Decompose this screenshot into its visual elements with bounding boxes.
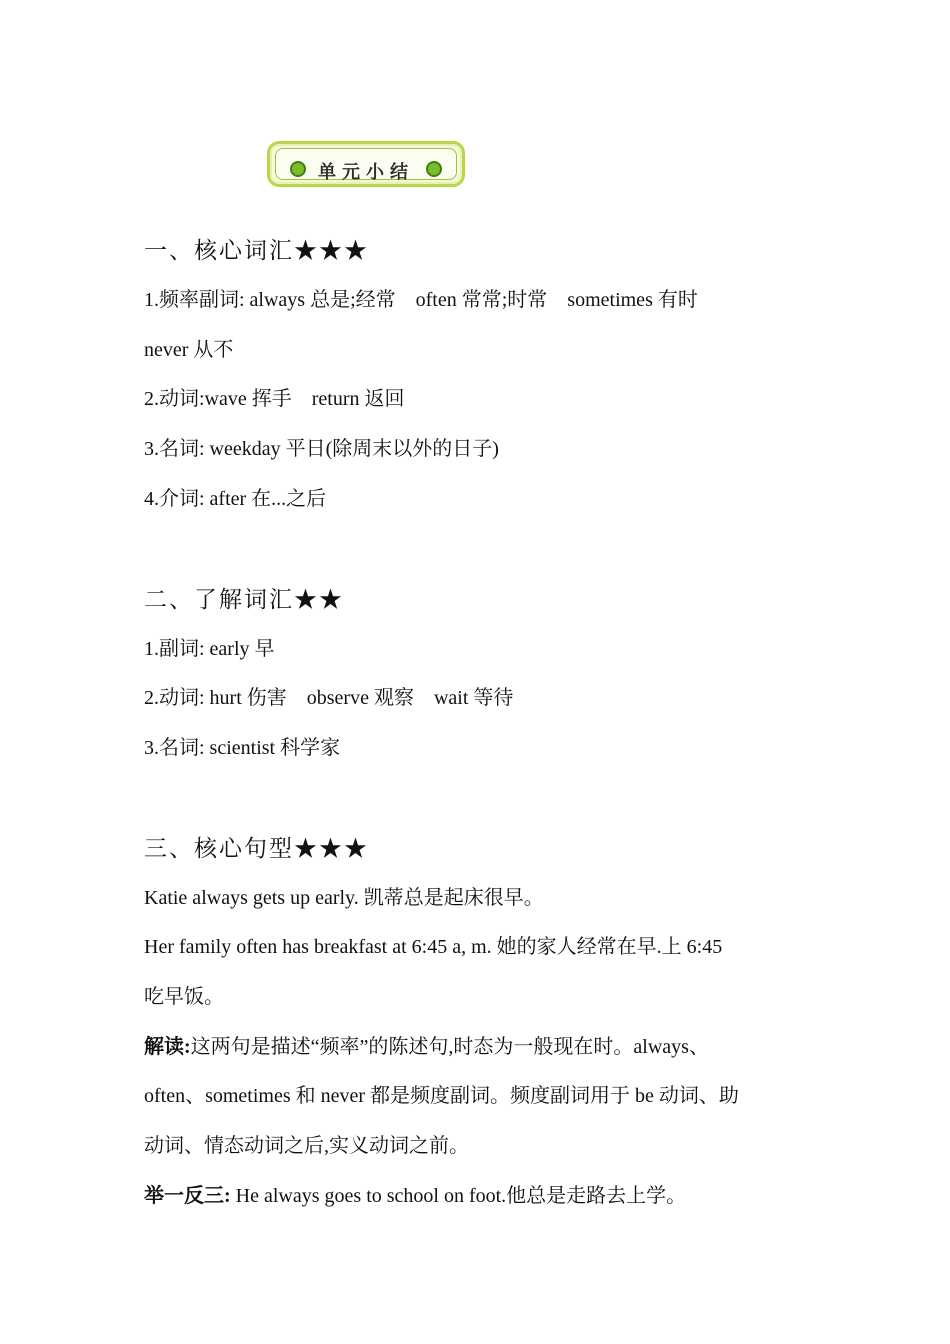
text-line: 3.名词: weekday 平日(除周末以外的日子) xyxy=(144,438,499,461)
explanation-paragraph xyxy=(144,1023,814,1172)
section-core-vocabulary xyxy=(144,226,814,525)
text-line: 1.副词: early 早 xyxy=(144,637,275,660)
example-label: 举一反三: xyxy=(144,1184,231,1207)
text-line: 吃早饭。 xyxy=(144,986,224,1009)
section-understand-vocabulary xyxy=(144,575,814,774)
section-heading: 一、核心词汇★★★ xyxy=(144,238,369,263)
explanation-text: 这两句是描述“频率”的陈述句,时态为一般现在时。always、 xyxy=(190,1035,709,1058)
banner-title: 单元小结 xyxy=(318,162,414,183)
text-line: 4.介词: after 在...之后 xyxy=(144,487,327,510)
text-line: 2.动词:wave 挥手 return 返回 xyxy=(144,388,405,411)
green-dot-icon xyxy=(426,161,442,177)
text-line: 1.频率副词: always 总是;经常 often 常常;时常 sometimes 有时 xyxy=(144,289,698,311)
banner-frame xyxy=(275,148,457,183)
section-spacer xyxy=(144,774,814,824)
text-line: often、sometimes 和 never 都是频度副词。频度副词用于 be 动词、助 xyxy=(144,1085,739,1108)
text-line: never 从不 xyxy=(144,338,234,361)
text-line: 2.动词: hurt 伤害 observe 观察 wait 等待 xyxy=(144,687,514,710)
section-core-sentences xyxy=(144,824,814,1222)
example-line xyxy=(144,1172,814,1222)
text-line xyxy=(144,1023,814,1073)
section-heading: 三、核心句型★★★ xyxy=(144,835,369,861)
explanation-label: 解读: xyxy=(144,1035,191,1058)
document-body xyxy=(144,226,814,1222)
text-line: Her family often has breakfast at 6:45 a, m. 她的家人经常在早.上 6:45 xyxy=(144,936,723,959)
text-line: 3.名词: scientist 科学家 xyxy=(144,736,341,759)
text-line: Katie always gets up early. 凯蒂总是起床很早。 xyxy=(144,886,544,909)
text-line: 动词、情态动词之后,实义动词之前。 xyxy=(144,1135,469,1158)
unit-summary-banner xyxy=(267,141,465,187)
example-text: He always goes to school on foot.他总是走路去上学。 xyxy=(230,1184,687,1207)
section-heading: 二、了解词汇★★ xyxy=(144,586,344,612)
section-spacer xyxy=(144,525,814,575)
